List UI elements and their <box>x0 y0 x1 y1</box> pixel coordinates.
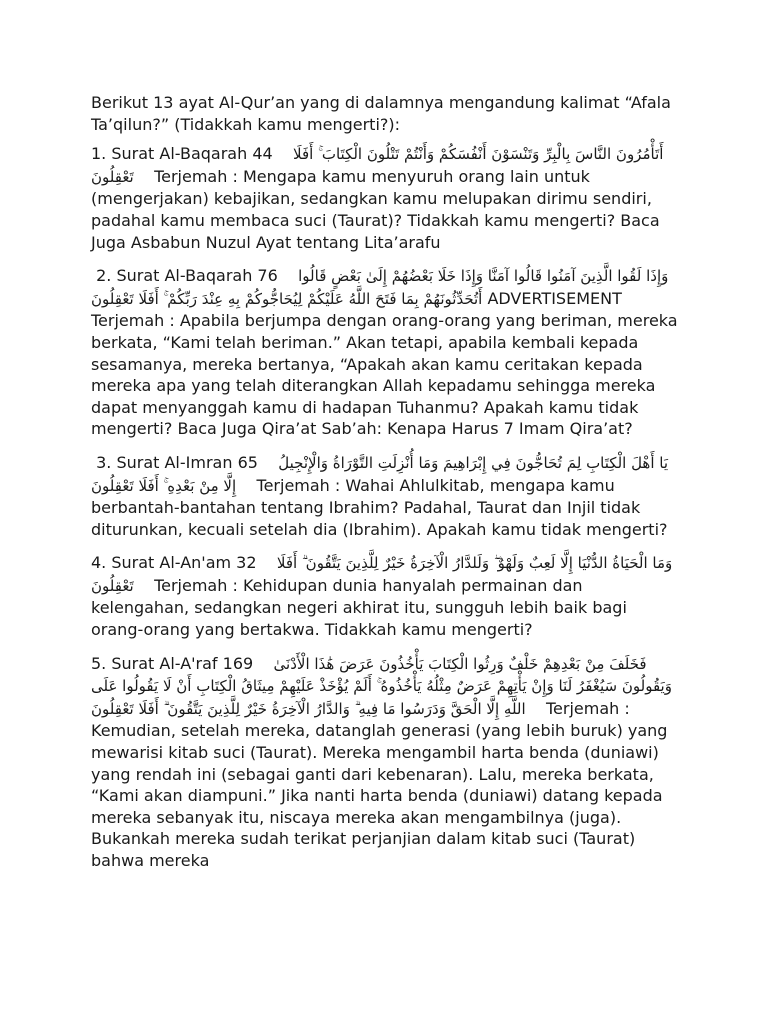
intro-paragraph: Berikut 13 ayat Al-Qur’an yang di dalamnya mengandung kalimat “Afala Ta’qilun?” (Tidakkah kamu mengerti?): <box>91 93 671 134</box>
verse-heading: 1. Surat Al-Baqarah 44 <box>91 144 273 164</box>
arabic-verse: وَإِذَا لَقُوا الَّذِينَ آمَنُوا قَالُوا آمَنَّا وَإِذَا خَلَا بَعْضُهُمْ إِلَىٰ بَعْضٍ قَالُوا أَتُحَدِّثُونَهُمْ بِمَا فَتَحَ اللَّهُ عَلَيْكُمْ لِيُحَاجُّوكُمْ بِهِ عِنْدَ رَبِّكُمْ ۚ أَفَلَا تَعْقِلُونَ <box>91 267 669 308</box>
verse-item-2 <box>91 265 681 440</box>
verse-heading: 2. Surat Al-Baqarah 76 <box>96 266 278 286</box>
arabic-verse: أَتَأْمُرُونَ النَّاسَ بِالْبِرِّ وَتَنْسَوْنَ أَنْفُسَكُمْ وَأَنْتُمْ تَتْلُونَ الْكِتَابَ ۚ أَفَلَا تَعْقِلُونَ <box>91 145 664 186</box>
verse-translation: Terjemah : Kehidupan dunia hanyalah permainan dan kelengahan, sedangkan negeri akhirat itu, sungguh lebih baik bagi orang-orang yang bertakwa. Tidakkah kamu mengerti? <box>91 575 627 640</box>
verse-item-5 <box>91 653 681 872</box>
verse-translation: Terjemah : Kemudian, setelah mereka, datanglah generasi (yang lebih buruk) yang mewarisi kitab suci (Taurat). Mereka mengambil harta benda (duniawi) yang rendah ini (sebagai ganti dari kebenaran). Lalu, mereka berkata, “Kami akan diampuni.” Jika nanti harta benda (duniawi) datang kepada mereka sebanyak itu, niscaya mereka akan mengambilnya (juga). Bukankah mereka sudah terikat perjanjian dalam kitab suci (Taurat) bahwa mereka <box>91 698 668 870</box>
arabic-verse: فَخَلَفَ مِنْ بَعْدِهِمْ خَلْفٌ وَرِثُوا الْكِتَابَ يَأْخُذُونَ عَرَضَ هَٰذَا الْأَدْنَىٰ وَيَقُولُونَ سَيُغْفَرُ لَنَا وَإِنْ يَأْتِهِمْ عَرَضٌ مِثْلُهُ يَأْخُذُوهُ ۚ أَلَمْ يُؤْخَذْ عَلَيْهِمْ مِيثَاقُ الْكِتَابِ أَنْ لَا يَقُولُوا عَلَى اللَّهِ إِلَّا الْحَقَّ وَدَرَسُوا مَا فِيهِ ۗ وَالدَّارُ الْآخِرَةُ خَيْرٌ لِلَّذِينَ يَتَّقُونَ ۗ أَفَلَا تَعْقِلُونَ <box>91 654 672 718</box>
verse-item-4 <box>91 552 681 640</box>
verse-heading: 5. Surat Al-A'raf 169 <box>91 653 254 673</box>
verse-translation: Terjemah : Wahai Ahlulkitab, mengapa kamu berbantah-bantahan tentang Ibrahim? Padahal, Taurat dan Injil tidak diturunkan, kecuali setelah dia (Ibrahim). Apakah kamu tidak mengerti? <box>91 475 668 539</box>
arabic-verse: وَمَا الْحَيَاةُ الدُّنْيَا إِلَّا لَعِبٌ وَلَهْوٌ ۖ وَلَلدَّارُ الْآخِرَةُ خَيْرٌ لِلَّذِينَ يَتَّقُونَ ۗ أَفَلَا تَعْقِلُونَ <box>91 554 673 595</box>
verse-heading: 4. Surat Al-An'am 32 <box>91 553 257 573</box>
verse-translation: Terjemah : Mengapa kamu menyuruh orang lain untuk (mengerjakan) kebajikan, sedangkan kamu melupakan dirimu sendiri, padahal kamu membaca suci (Taurat)? Tidakkah kamu mengerti? Baca Juga Asbabun Nuzul Ayat tentang Lita’arafu <box>91 166 660 252</box>
arabic-verse: يَا أَهْلَ الْكِتَابِ لِمَ تُحَاجُّونَ فِي إِبْرَاهِيمَ وَمَا أُنْزِلَتِ التَّوْرَاةُ وَالْإِنْجِيلُ إِلَّا مِنْ بَعْدِهِ ۚ أَفَلَا تَعْقِلُونَ <box>91 453 669 495</box>
advertisement-label: ADVERTISEMENT <box>487 288 622 308</box>
document-page <box>91 92 681 884</box>
verse-heading: 3. Surat Al-Imran 65 <box>96 452 258 472</box>
verse-item-3 <box>91 452 681 540</box>
verse-translation: Terjemah : Apabila berjumpa dengan orang-orang yang beriman, mereka berkata, “Kami telah beriman.” Akan tetapi, apabila kembali kepada sesamanya, mereka bertanya, “Apakah akan kamu ceritakan kepada mereka apa yang telah diterangkan Allah kepadamu sehingga mereka dapat menyanggah kamu di hadapan Tuhanmu? Apakah kamu tidak mengerti? Baca Juga Qira’at Sab’ah: Kenapa Harus 7 Imam Qira’at? <box>91 311 678 439</box>
verse-item-1 <box>91 143 681 253</box>
